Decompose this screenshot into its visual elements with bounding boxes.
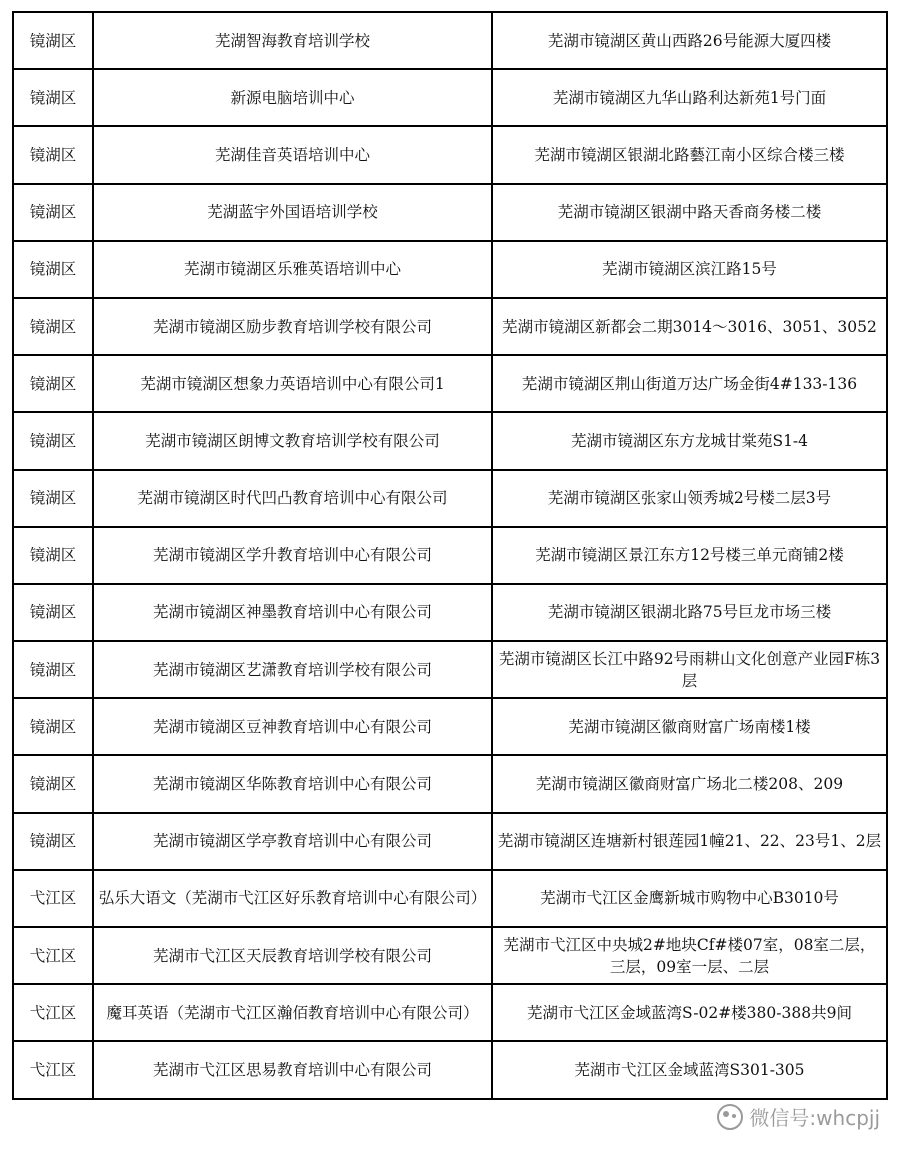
district-cell: 镜湖区 — [13, 527, 93, 584]
institution-name-cell: 芜湖智海教育培训学校 — [93, 12, 492, 69]
institution-name-cell: 芜湖市镜湖区励步教育培训学校有限公司 — [93, 298, 492, 355]
address-cell: 芜湖市镜湖区银湖北路藝江南小区综合楼三楼 — [492, 126, 887, 183]
district-cell: 弋江区 — [13, 1041, 93, 1098]
table-row — [13, 755, 887, 812]
district-cell: 镜湖区 — [13, 698, 93, 755]
table-row — [13, 641, 887, 698]
district-cell: 镜湖区 — [13, 755, 93, 812]
training-institution-table — [12, 11, 888, 1100]
address-cell: 芜湖市弋江区金域蓝湾S301-305 — [492, 1041, 887, 1098]
table-row — [13, 355, 887, 412]
institution-name-cell: 芜湖市镜湖区华陈教育培训中心有限公司 — [93, 755, 492, 812]
address-cell: 芜湖市镜湖区银湖北路75号巨龙市场三楼 — [492, 584, 887, 641]
institution-name-cell: 芜湖市镜湖区艺潇教育培训学校有限公司 — [93, 641, 492, 698]
district-cell: 镜湖区 — [13, 12, 93, 69]
address-cell: 芜湖市镜湖区银湖中路天香商务楼二楼 — [492, 184, 887, 241]
district-cell: 镜湖区 — [13, 241, 93, 298]
address-cell: 芜湖市弋江区金鹰新城市购物中心B3010号 — [492, 870, 887, 927]
table-row — [13, 984, 887, 1041]
institution-name-cell: 芜湖市镜湖区学升教育培训中心有限公司 — [93, 527, 492, 584]
district-cell: 镜湖区 — [13, 641, 93, 698]
address-cell: 芜湖市镜湖区连塘新村银莲园1幢21、22、23号1、2层 — [492, 813, 887, 870]
table-row — [13, 12, 887, 69]
table-row — [13, 184, 887, 241]
address-cell: 芜湖市镜湖区新都会二期3014～3016、3051、3052 — [492, 298, 887, 355]
institution-name-cell: 新源电脑培训中心 — [93, 69, 492, 126]
district-cell: 镜湖区 — [13, 126, 93, 183]
table-body — [13, 12, 887, 1099]
institution-name-cell: 芜湖蓝宇外国语培训学校 — [93, 184, 492, 241]
district-cell: 镜湖区 — [13, 813, 93, 870]
table-row — [13, 698, 887, 755]
district-cell: 镜湖区 — [13, 412, 93, 469]
address-cell: 芜湖市镜湖区徽商财富广场北二楼208、209 — [492, 755, 887, 812]
table-row — [13, 298, 887, 355]
watermark-text: 微信号:whcpjj — [749, 1106, 880, 1130]
table-row — [13, 126, 887, 183]
table-row — [13, 412, 887, 469]
institution-name-cell: 芜湖市镜湖区想象力英语培训中心有限公司1 — [93, 355, 492, 412]
district-cell: 镜湖区 — [13, 470, 93, 527]
address-cell: 芜湖市镜湖区黄山西路26号能源大厦四楼 — [492, 12, 887, 69]
district-cell: 弋江区 — [13, 984, 93, 1041]
institution-name-cell: 芜湖佳音英语培训中心 — [93, 126, 492, 183]
table-row — [13, 813, 887, 870]
address-cell: 芜湖市镜湖区张家山领秀城2号楼二层3号 — [492, 470, 887, 527]
address-cell: 芜湖市镜湖区九华山路利达新苑1号门面 — [492, 69, 887, 126]
institution-name-cell: 芜湖市镜湖区时代凹凸教育培训中心有限公司 — [93, 470, 492, 527]
institution-name-cell: 魔耳英语（芜湖市弋江区瀚佰教育培训中心有限公司） — [93, 984, 492, 1041]
wechat-watermark — [717, 1102, 880, 1131]
address-cell: 芜湖市镜湖区景江东方12号楼三单元商铺2楼 — [492, 527, 887, 584]
table-row — [13, 69, 887, 126]
address-cell: 芜湖市弋江区中央城2#地块Cf#楼07室，08室二层，三层，09室一层、二层 — [492, 927, 887, 984]
address-cell: 芜湖市镜湖区徽商财富广场南楼1楼 — [492, 698, 887, 755]
address-cell: 芜湖市弋江区金域蓝湾S-02#楼380-388共9间 — [492, 984, 887, 1041]
institution-name-cell: 芜湖市镜湖区神墨教育培训中心有限公司 — [93, 584, 492, 641]
district-cell: 弋江区 — [13, 870, 93, 927]
table-row — [13, 870, 887, 927]
district-cell: 镜湖区 — [13, 69, 93, 126]
address-cell: 芜湖市镜湖区滨江路15号 — [492, 241, 887, 298]
institution-name-cell: 芜湖市镜湖区豆神教育培训中心有限公司 — [93, 698, 492, 755]
address-cell: 芜湖市镜湖区荆山街道万达广场金街4#133-136 — [492, 355, 887, 412]
institution-name-cell: 芜湖市镜湖区学亭教育培训中心有限公司 — [93, 813, 492, 870]
district-cell: 镜湖区 — [13, 184, 93, 241]
institution-name-cell: 芜湖市镜湖区朗博文教育培训学校有限公司 — [93, 412, 492, 469]
address-cell: 芜湖市镜湖区东方龙城甘棠苑S1-4 — [492, 412, 887, 469]
institution-name-cell: 芜湖市弋江区思易教育培训中心有限公司 — [93, 1041, 492, 1098]
district-cell: 镜湖区 — [13, 584, 93, 641]
district-cell: 弋江区 — [13, 927, 93, 984]
table-row — [13, 527, 887, 584]
wechat-icon — [717, 1104, 743, 1130]
table-row — [13, 927, 887, 984]
institution-name-cell: 芜湖市镜湖区乐雅英语培训中心 — [93, 241, 492, 298]
institution-name-cell: 芜湖市弋江区天辰教育培训学校有限公司 — [93, 927, 492, 984]
address-cell: 芜湖市镜湖区长江中路92号雨耕山文化创意产业园F栋3层 — [492, 641, 887, 698]
district-cell: 镜湖区 — [13, 298, 93, 355]
table-row — [13, 584, 887, 641]
table-row — [13, 241, 887, 298]
table-row — [13, 470, 887, 527]
district-cell: 镜湖区 — [13, 355, 93, 412]
institution-name-cell: 弘乐大语文（芜湖市弋江区好乐教育培训中心有限公司） — [93, 870, 492, 927]
table-row — [13, 1041, 887, 1098]
